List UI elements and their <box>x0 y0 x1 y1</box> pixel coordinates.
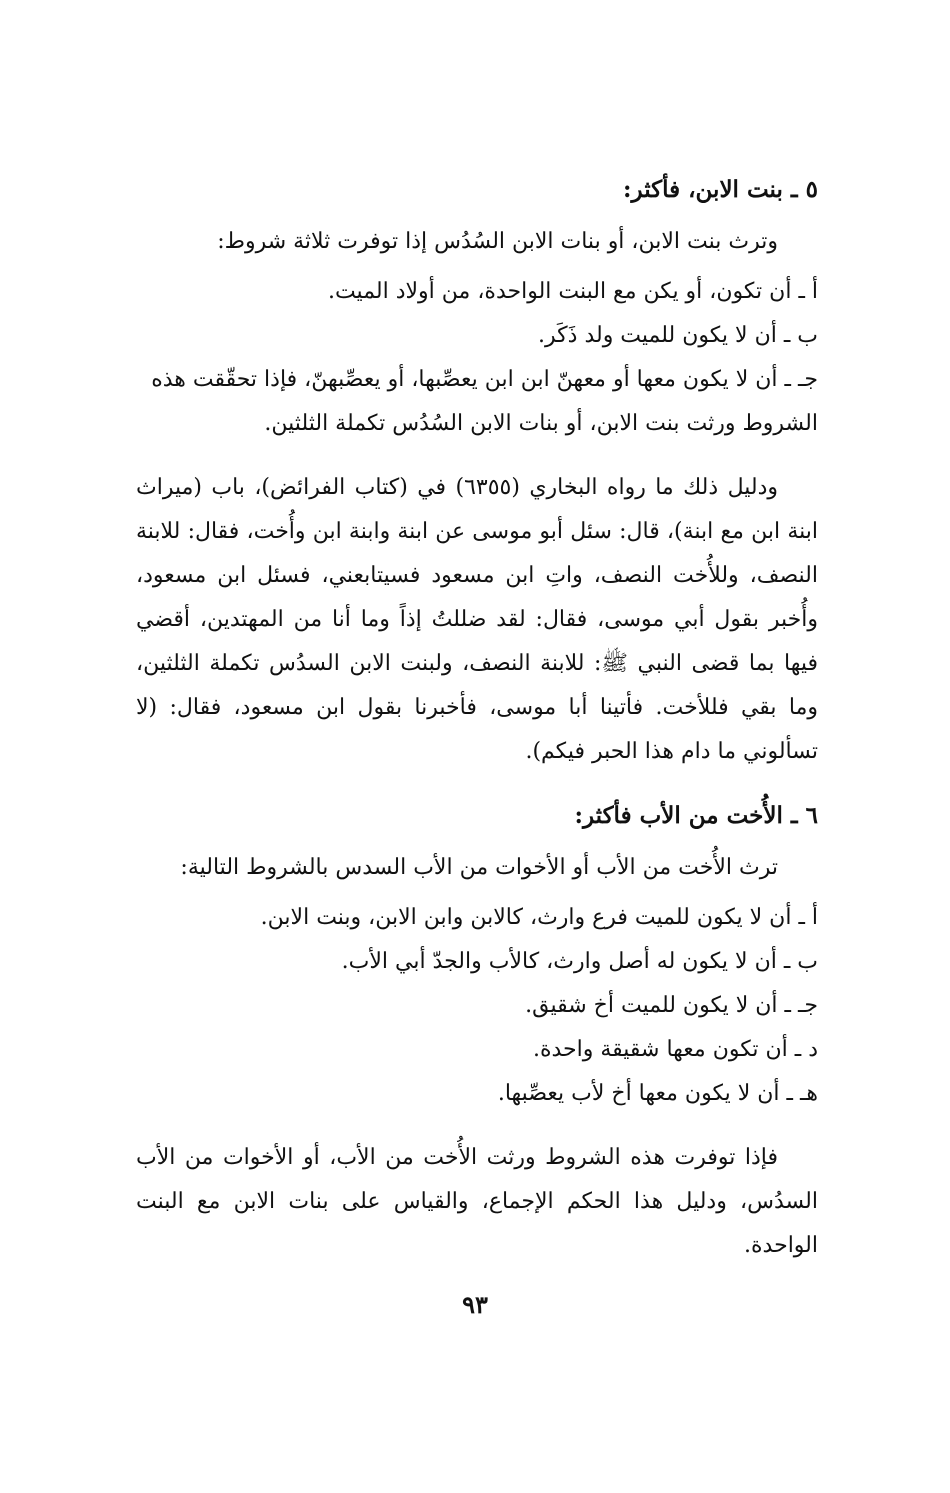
section-5-condition-a: أ ـ أن تكون، أو يكن مع البنت الواحدة، من أولاد الميت. <box>327 279 818 304</box>
section-5-heading: ٥ ـ بنت الابن، فأكثر: <box>623 176 818 203</box>
section-6-condition-d: د ـ أن تكون معها شقيقة واحدة. <box>532 1037 818 1062</box>
page-number: ٩٣ <box>462 1290 488 1319</box>
section-6-condition-b: ب ـ أن لا يكون له أصل وارث، كالأب والجدّ أبي الأب. <box>341 949 818 974</box>
section-6-condition-e: هـ ـ أن لا يكون معها أخ لأب يعصِّبها. <box>497 1081 818 1106</box>
section-6-intro: ترث الأُخت من الأب أو الأخوات من الأب السدس بالشروط التالية: <box>180 855 778 880</box>
section-5-conditions-list <box>136 270 818 446</box>
section-5-condition-c: جـ ـ أن لا يكون معها أو معهنّ ابن ابن يعصِّبها، أو يعصِّبهنّ، فإذا تحقّقت هذه الشروط ورثت بنت الابن، أو بنات الابن السُدُس تكملة الثلثين. <box>151 367 818 436</box>
section-6-condition-c: جـ ـ أن لا يكون للميت أخ شقيق. <box>525 993 818 1018</box>
section-5-intro: وترث بنت الابن، أو بنات الابن السُدُس إذا توفرت ثلاثة شروط: <box>217 229 778 254</box>
section-6-heading: ٦ ـ الأُخت من الأب فأكثر: <box>574 802 818 829</box>
section-6-conditions-list <box>136 896 818 1116</box>
section-6-condition-a: أ ـ أن لا يكون للميت فرع وارث، كالابن وابن الابن، وبنت الابن. <box>260 905 818 930</box>
page-body <box>136 168 818 1274</box>
section-6-conclusion: فإذا توفرت هذه الشروط ورثت الأُخت من الأب، أو الأخوات من الأب السدُس، ودليل هذا الحكم الإجماع، والقياس على بنات الابن مع البنت الواحدة. <box>136 1145 818 1258</box>
section-5-evidence: ودليل ذلك ما رواه البخاري (٦٣٥٥) في (كتاب الفرائض)، باب (ميراث ابنة ابن مع ابنة)، قال: سئل أبو موسى عن ابنة وابنة ابن وأُخت، فقال: للابنة النصف، وللأُخت النصف، واتِ ابن مسعود فسيتابعني، فسئل ابن مسعود، وأُخبر بقول أبي موسى، فقال: لقد ضللتُ إذاً وما أنا من المهتدين، أقضي فيها بما قضى النبي ﷺ: للابنة النصف، ولبنت الابن السدُس تكملة الثلثين، وما بقي فللأخت. فأتينا أبا موسى، فأخبرنا بقول ابن مسعود، فقال: (لا تسألوني ما دام هذا الحبر فيكم). <box>136 475 818 764</box>
section-5-condition-b: ب ـ أن لا يكون للميت ولد ذَكَر. <box>538 323 818 348</box>
